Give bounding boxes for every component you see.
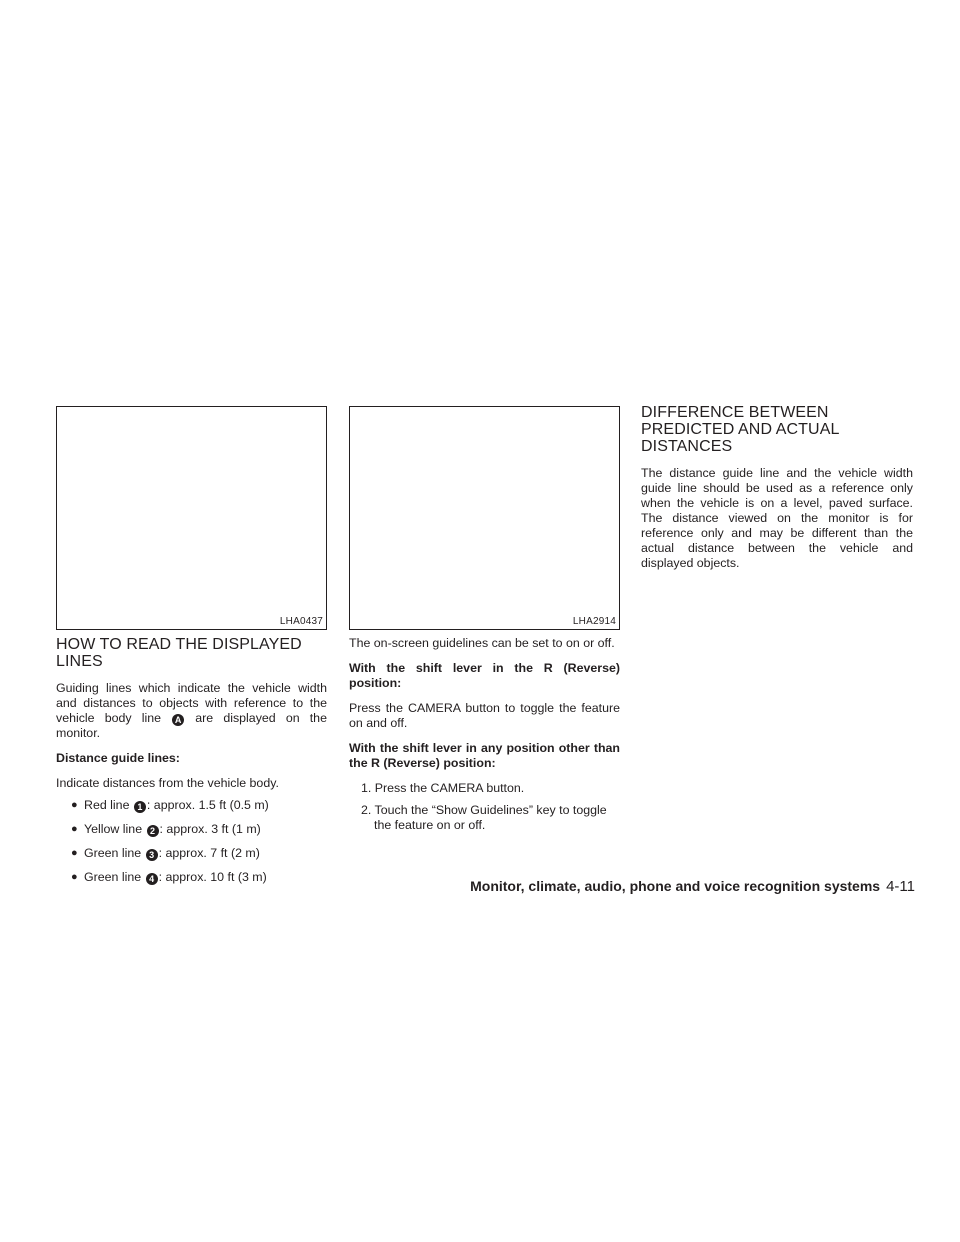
list-item: 1. Press the CAMERA button. [361,781,525,795]
line-color: Yellow line [84,822,143,836]
line-distance: : approx. 1.5 ft (0.5 m) [146,798,269,812]
callout-number-badge: 4 [146,873,158,885]
figure-code: LHA0437 [279,616,323,627]
line-color: Green line [84,846,142,860]
other-position-subheading: With the shift lever in any position other than the R (Reverse) position: [349,741,620,770]
reverse-paragraph: Press the CAMERA button to toggle the feature on and off. [349,701,620,730]
intro-text-end: are displayed on the monitor. [56,711,327,740]
line-color: Green line [84,870,142,884]
line-distance: : approx. 7 ft (2 m) [158,846,260,860]
steps-list [349,781,620,833]
line-distance: : approx. 3 ft (1 m) [159,822,261,836]
list-item [71,798,327,813]
callout-number-badge: 1 [134,801,146,813]
section-displayed-lines [56,636,327,894]
section-heading: DIFFERENCE BETWEEN PREDICTED AND ACTUAL DISTANCES [641,404,839,455]
figure-lha2914 [349,406,620,630]
distance-guide-subheading: Distance guide lines: [56,751,180,765]
list-item [71,870,327,885]
distance-list [56,798,327,885]
intro-text: Guiding lines which indicate the vehicle width and distances to objects with reference to the vehicle body line [56,681,327,725]
section-heading: HOW TO READ THE DISPLAYED LINES [56,636,302,670]
line-color: Red line [84,798,130,812]
list-item: 2. Touch the “Show Guidelines” key to toggle the feature on or off. [361,803,607,832]
section-guidelines-toggle [349,636,620,840]
figure-lha0437 [56,406,327,630]
intro-paragraph [56,681,327,741]
callout-number-badge: 3 [146,849,158,861]
bullet-icon: ● [71,823,78,835]
callout-a-badge: A [172,714,184,726]
bullet-icon: ● [71,847,78,859]
distance-guide-lead: Indicate distances from the vehicle body. [56,776,279,790]
list-item [71,822,327,837]
line-distance: : approx. 10 ft (3 m) [158,870,267,884]
chapter-title: Monitor, climate, audio, phone and voice recognition systems [470,878,881,894]
callout-number-badge: 2 [147,825,159,837]
page-footer [452,877,915,896]
list-item [71,846,327,861]
guidelines-intro: The on-screen guidelines can be set to on or off. [349,636,615,650]
bullet-icon: ● [71,871,78,883]
bullet-icon: ● [71,799,78,811]
figure-code: LHA2914 [572,616,616,627]
section-distance-difference [641,404,913,581]
page-number: 4-11 [886,878,915,895]
difference-paragraph: The distance guide line and the vehicle width guide line should be used as a reference only when the vehicle is on a level, paved surface. The distance viewed on the monitor is for reference only and may be different than the actual distance between the vehicle and displayed objects. [641,466,913,570]
reverse-subheading: With the shift lever in the R (Reverse) position: [349,661,620,690]
